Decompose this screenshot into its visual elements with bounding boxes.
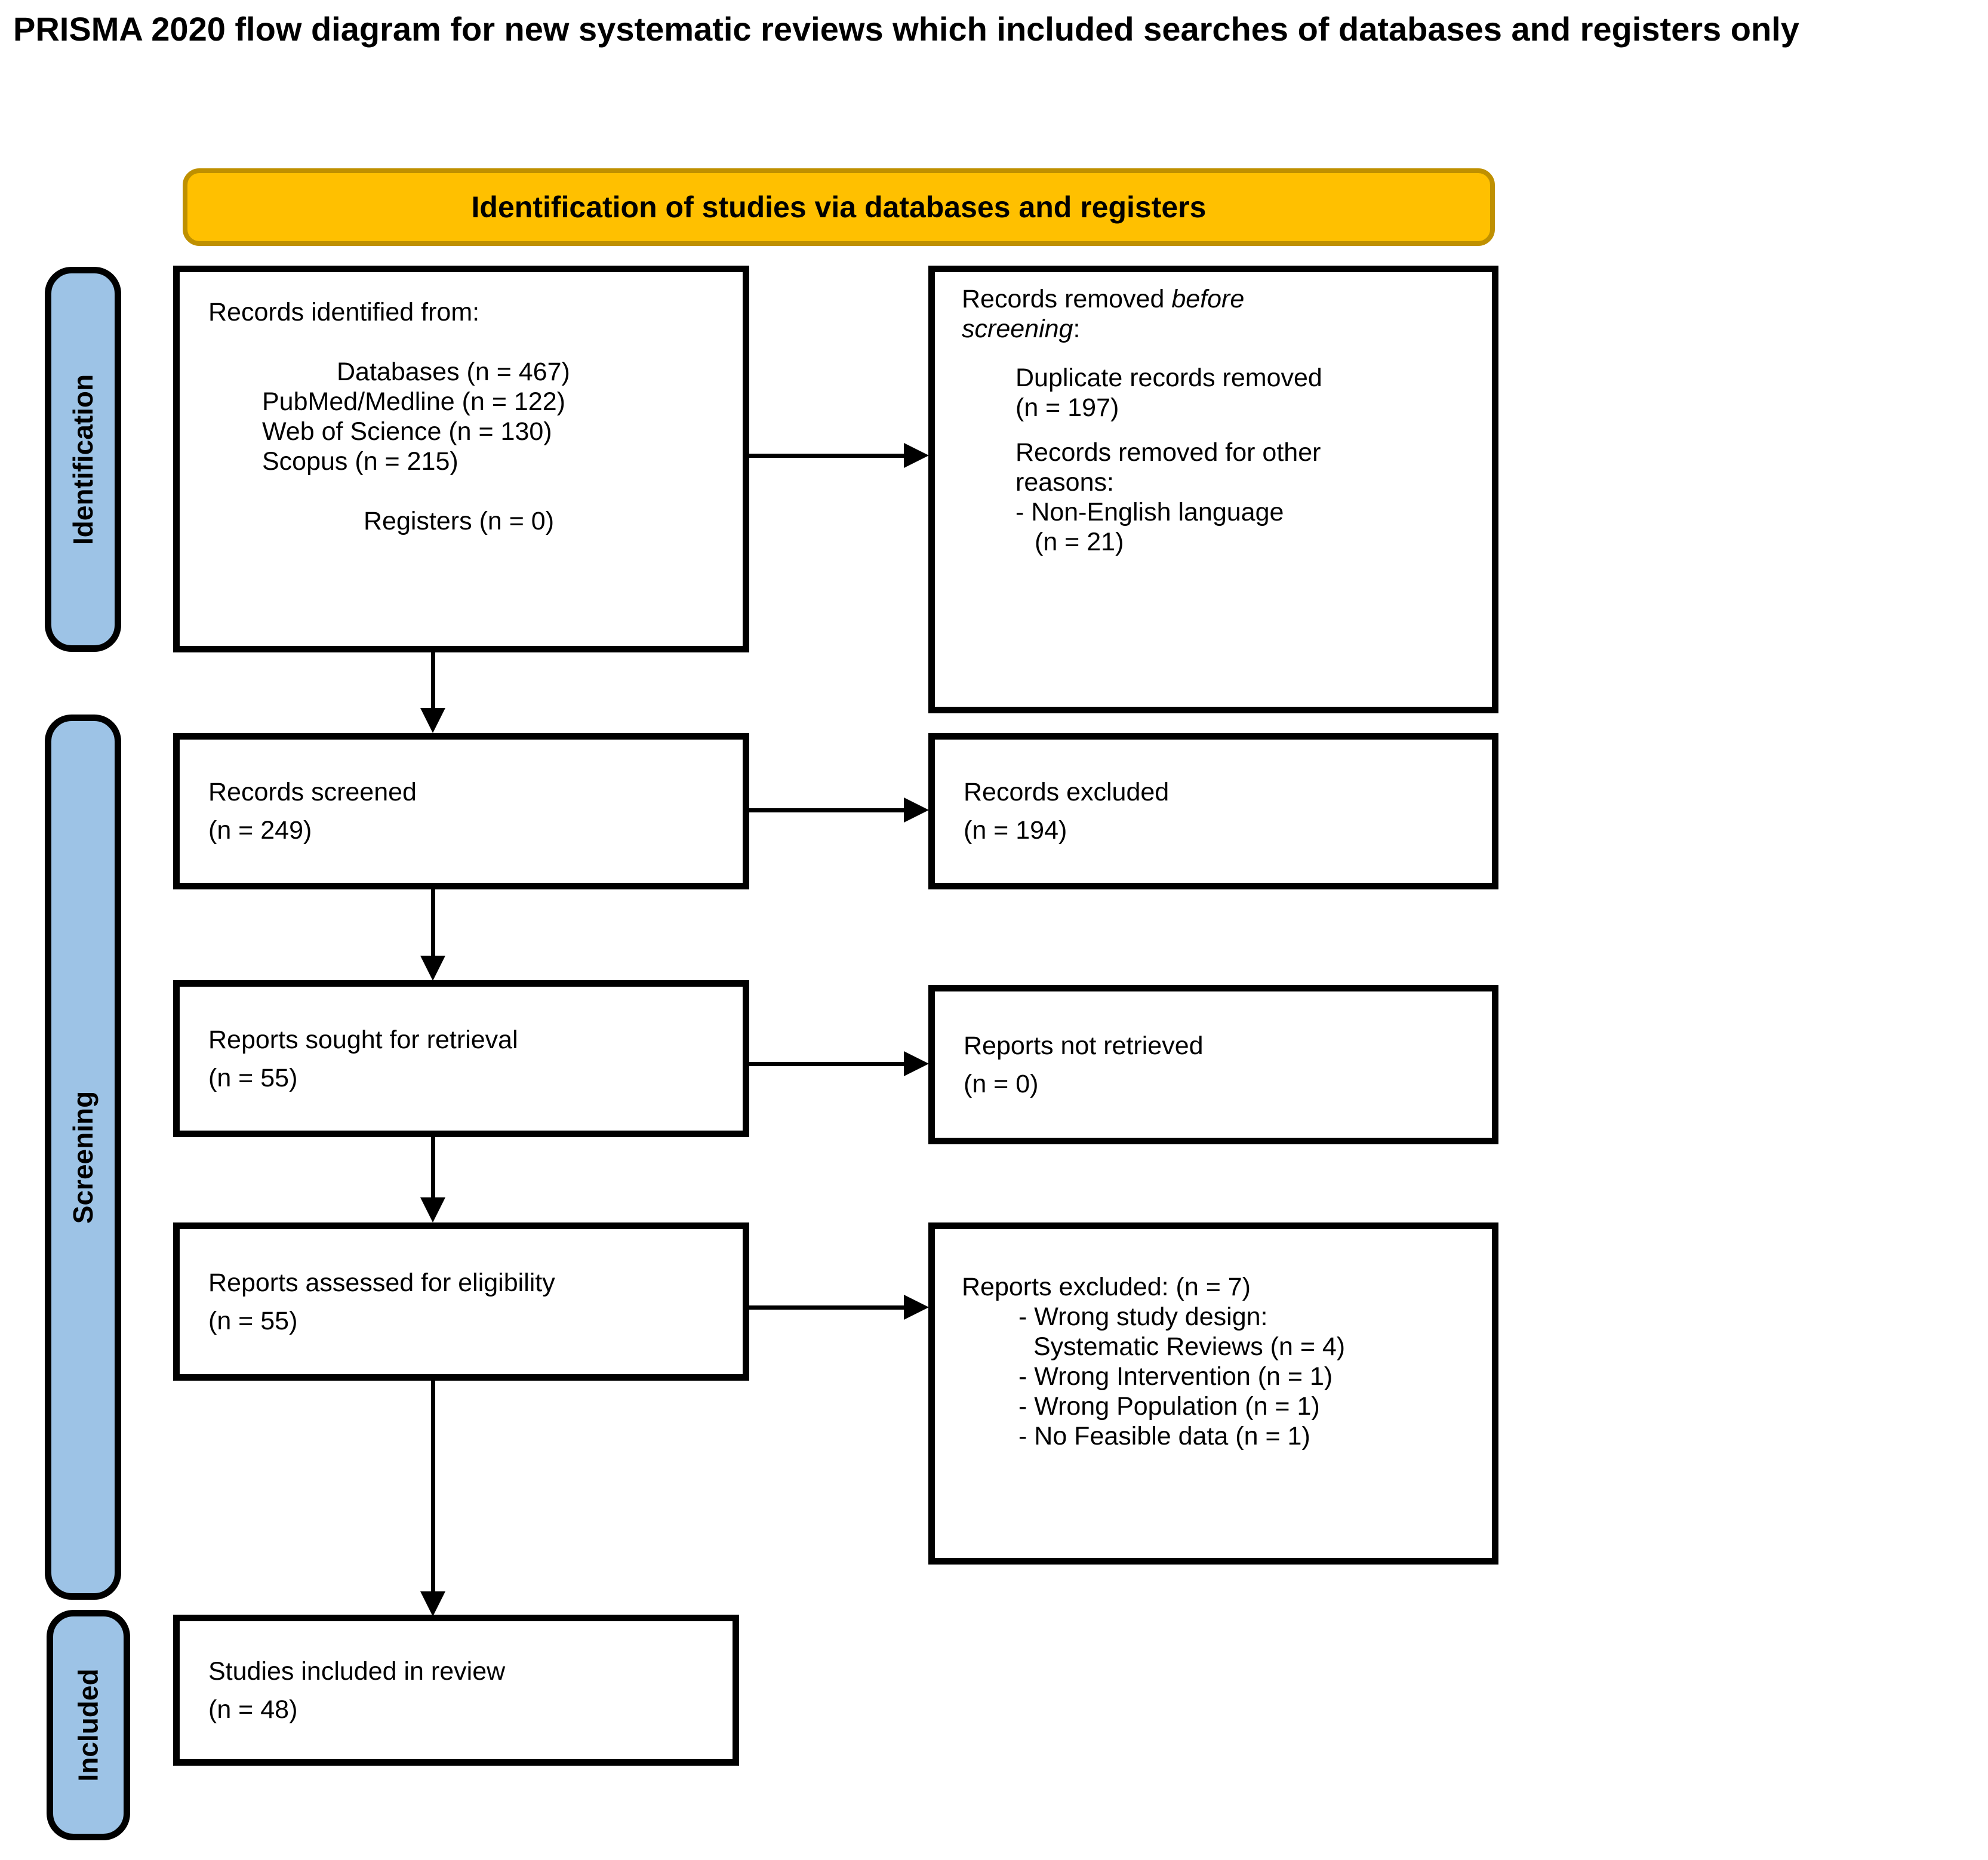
records-identified-web-of-science: Web of Science (n = 130) (262, 417, 552, 446)
non-english-language: - Non-English language (1015, 498, 1284, 526)
records-removed-intro-line1 (962, 284, 1475, 314)
arrow-sought-to-assessed (431, 1136, 435, 1202)
box-records-excluded (928, 733, 1498, 889)
stage-bar-included (47, 1610, 130, 1840)
diagram-title: PRISMA 2020 flow diagram for new systematic reviews which included searches of databases and registers only (13, 10, 1799, 48)
arrow-sought-to-not-retrieved-head (904, 1051, 929, 1076)
records-removed-intro-colon: : (1073, 315, 1081, 343)
reports-excluded-intro: Reports excluded: (n = 7) (962, 1273, 1251, 1301)
reports-sought-count: (n = 55) (208, 1063, 298, 1092)
reports-excluded-reason-wrong-population: - Wrong Population (n = 1) (1018, 1392, 1320, 1421)
arrow-screened-to-excluded-head (904, 797, 929, 823)
reports-excluded-reason-systematic-reviews: Systematic Reviews (n = 4) (1033, 1332, 1346, 1361)
box-studies-included-in-review (173, 1615, 739, 1766)
arrow-sought-to-assessed-head (420, 1197, 445, 1222)
records-removed-intro-line2 (962, 314, 1475, 344)
records-excluded-label: Records excluded (964, 778, 1170, 806)
records-removed-intro-italic2: screening (962, 315, 1073, 343)
box-reports-sought-for-retrieval (173, 980, 749, 1137)
reports-not-retrieved-count: (n = 0) (964, 1069, 1039, 1098)
arrow-identified-to-screened (431, 652, 435, 712)
box-reports-excluded (928, 1222, 1498, 1565)
records-excluded-count: (n = 194) (964, 816, 1067, 845)
reports-assessed-count: (n = 55) (208, 1306, 298, 1335)
box-reports-assessed-for-eligibility (173, 1222, 749, 1381)
arrow-identified-to-removed-head (904, 443, 929, 468)
duplicate-records-removed: Duplicate records removed (1015, 364, 1322, 392)
non-english-language-count: (n = 21) (1035, 528, 1124, 556)
arrow-assessed-to-excluded (748, 1305, 905, 1310)
box-records-removed-before-screening (928, 266, 1498, 713)
arrow-assessed-to-included-head (420, 1591, 445, 1616)
records-identified-pubmed: PubMed/Medline (n = 122) (262, 387, 565, 416)
arrow-screened-to-excluded (748, 808, 905, 812)
studies-included-count: (n = 48) (208, 1695, 298, 1724)
records-identified-databases: Databases (n = 467) (337, 358, 570, 386)
stage-label-screening: Screening (67, 1091, 99, 1224)
reports-not-retrieved-label: Reports not retrieved (964, 1031, 1204, 1060)
box-records-screened (173, 733, 749, 889)
records-identified-intro: Records identified from: (208, 298, 480, 327)
stage-label-included: Included (73, 1668, 104, 1782)
records-removed-intro-plain: Records removed (962, 285, 1172, 313)
records-removed-other-line2: reasons: (1015, 468, 1114, 497)
records-removed-other-line1: Records removed for other (1015, 438, 1321, 467)
reports-excluded-reason-wrong-study-design: - Wrong study design: (1018, 1302, 1268, 1331)
stage-bar-identification (45, 267, 121, 652)
reports-excluded-reason-no-feasible-data: - No Feasible data (n = 1) (1018, 1422, 1310, 1451)
box-records-identified (173, 266, 749, 652)
stage-bar-screening (45, 715, 121, 1600)
stage-label-identification: Identification (67, 374, 99, 545)
reports-excluded-reason-wrong-intervention: - Wrong Intervention (n = 1) (1018, 1362, 1333, 1391)
arrow-identified-to-removed (748, 454, 905, 458)
arrow-assessed-to-excluded-head (904, 1295, 929, 1320)
arrow-screened-to-sought-head (420, 956, 445, 981)
records-removed-intro-italic1: before (1171, 285, 1245, 313)
banner-identification-of-studies (183, 168, 1495, 246)
arrow-identified-to-screened-head (420, 708, 445, 733)
box-reports-not-retrieved (928, 985, 1498, 1144)
studies-included-label: Studies included in review (208, 1656, 506, 1686)
arrow-screened-to-sought (431, 889, 435, 960)
arrow-assessed-to-included (431, 1381, 435, 1596)
records-screened-label: Records screened (208, 778, 417, 806)
banner-label: Identification of studies via databases and registers (471, 190, 1207, 224)
reports-assessed-label: Reports assessed for eligibility (208, 1268, 555, 1297)
arrow-sought-to-not-retrieved (748, 1062, 905, 1066)
records-identified-scopus: Scopus (n = 215) (262, 447, 458, 476)
reports-sought-label: Reports sought for retrieval (208, 1025, 518, 1054)
records-screened-count: (n = 249) (208, 816, 312, 845)
duplicate-records-removed-count: (n = 197) (1015, 393, 1119, 422)
records-identified-registers: Registers (n = 0) (364, 507, 555, 535)
